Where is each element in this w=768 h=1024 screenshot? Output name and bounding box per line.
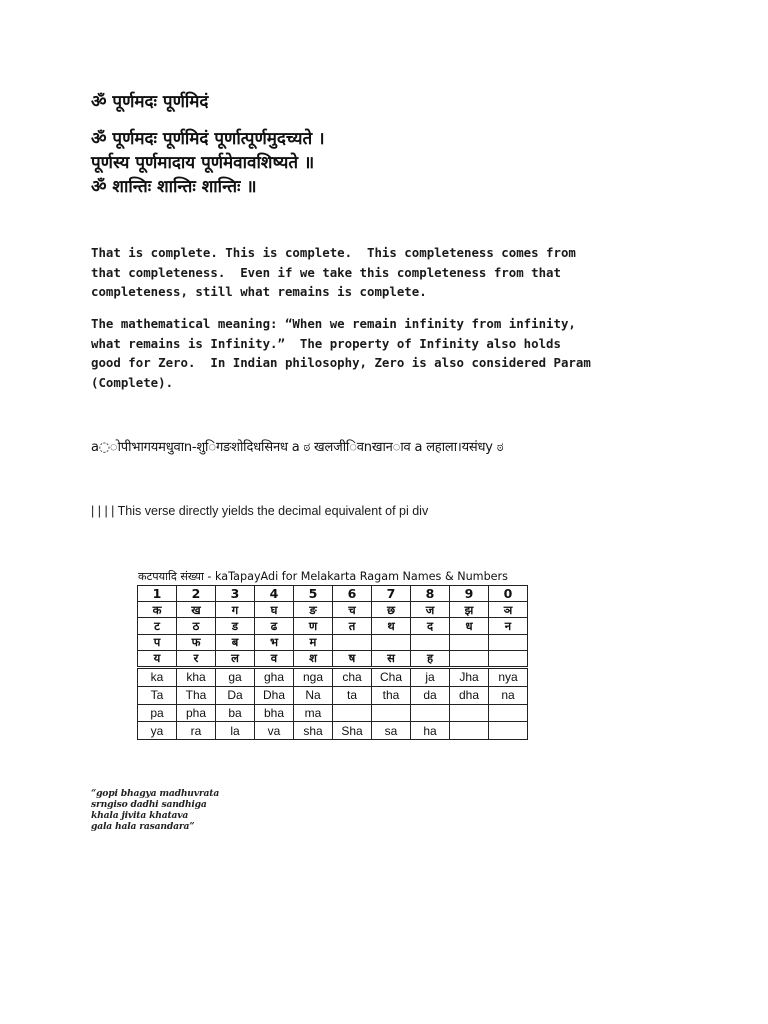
table-cell: ष [333, 650, 372, 667]
table-cell: 2 [177, 586, 216, 602]
table-cell [411, 634, 450, 650]
table-row [138, 686, 528, 704]
table-cell: pha [177, 704, 216, 722]
table-cell: ग [216, 602, 255, 618]
table-cell: क [138, 602, 177, 618]
table-cell [333, 634, 372, 650]
table-cell: ध [450, 618, 489, 634]
table-cell: स [372, 650, 411, 667]
mathematical-meaning-paragraph: The mathematical meaning: “When we remain infinity from infinity, what remains is Infinity.” The property of Infinity also holds good for Zero. In Indian philosophy, Zero is also considered Param (Complete). [91, 316, 591, 390]
table-cell [489, 722, 528, 740]
table-cell: ga [216, 667, 255, 686]
sanskrit-heading: ॐ पूर्णमदः पूर्णमिदं [91, 92, 209, 112]
table-cell: tha [372, 686, 411, 704]
katapayadi-table [137, 585, 528, 740]
table-cell [372, 704, 411, 722]
verse-line-1: “gopi bhagya madhuvrata [91, 788, 220, 799]
table-cell: ख [177, 602, 216, 618]
table-cell: Ta [138, 686, 177, 704]
table-cell [450, 634, 489, 650]
table-cell: 1 [138, 586, 177, 602]
table-row [138, 667, 528, 686]
sanskrit-verse-line-1: ॐ पूर्णमदः पूर्णमिदं पूर्णात्पूर्णमुदच्यते । [91, 129, 325, 149]
table-cell [411, 704, 450, 722]
table-cell [450, 722, 489, 740]
table-cell: la [216, 722, 255, 740]
table-cell: ढ [255, 618, 294, 634]
katapayadi-verse [91, 788, 219, 832]
table-cell: फ [177, 634, 216, 650]
verse-line-3: khala jivita khatava [91, 810, 189, 821]
table-cell: cha [333, 667, 372, 686]
table-cell: ञ [489, 602, 528, 618]
table-cell [489, 704, 528, 722]
table-cell [489, 634, 528, 650]
table-cell: ma [294, 704, 333, 722]
table-cell: kha [177, 667, 216, 686]
table-cell: va [255, 722, 294, 740]
table-cell: pa [138, 704, 177, 722]
table-cell: 6 [333, 586, 372, 602]
table-cell [450, 704, 489, 722]
table-cell: da [411, 686, 450, 704]
table-cell: Tha [177, 686, 216, 704]
table-cell: ya [138, 722, 177, 740]
table-title: कटपयादि संख्या - kaTapayAdi for Melakarta Ragam Names & Numbers [138, 570, 508, 583]
table-cell: gha [255, 667, 294, 686]
table-row [138, 618, 528, 634]
table-cell: ण [294, 618, 333, 634]
table-cell: ta [333, 686, 372, 704]
table-row [138, 586, 528, 602]
table-cell: 7 [372, 586, 411, 602]
table-cell: 8 [411, 586, 450, 602]
table-cell: 0 [489, 586, 528, 602]
table-cell: bha [255, 704, 294, 722]
table-cell: त [333, 618, 372, 634]
table-cell: भ [255, 634, 294, 650]
table-cell: Sha [333, 722, 372, 740]
table-cell: न [489, 618, 528, 634]
table-cell: na [489, 686, 528, 704]
pi-note: | | | | This verse directly yields the decimal equivalent of pi div [91, 504, 429, 518]
table-cell: dha [450, 686, 489, 704]
sanskrit-verse-line-3: ॐ शान्तिः शान्तिः शान्तिः ॥ [91, 177, 257, 197]
table-cell: घ [255, 602, 294, 618]
table-cell: ज [411, 602, 450, 618]
table-cell: Cha [372, 667, 411, 686]
table-cell: ba [216, 704, 255, 722]
table-row [138, 634, 528, 650]
table-cell: ठ [177, 618, 216, 634]
table-cell: 9 [450, 586, 489, 602]
table-row [138, 650, 528, 667]
table-cell: nya [489, 667, 528, 686]
table-row [138, 704, 528, 722]
table-row [138, 602, 528, 618]
table-cell [333, 704, 372, 722]
table-cell: ka [138, 667, 177, 686]
table-cell: ड [216, 618, 255, 634]
table-cell: 4 [255, 586, 294, 602]
table-cell: ब [216, 634, 255, 650]
table-cell: च [333, 602, 372, 618]
table-cell [450, 650, 489, 667]
table-cell: छ [372, 602, 411, 618]
verse-line-2: srngiso dadhi sandhiga [91, 799, 207, 810]
table-cell: sa [372, 722, 411, 740]
table-cell: ha [411, 722, 450, 740]
sanskrit-verse-line-2: पूर्णस्य पूर्णमादाय पूर्णमेवावशिष्यते ॥ [91, 153, 315, 173]
table-cell: झ [450, 602, 489, 618]
table-cell: ja [411, 667, 450, 686]
katapayadi-table-image [137, 569, 528, 740]
table-cell: ह [411, 650, 450, 667]
table-cell: ल [216, 650, 255, 667]
table-cell: प [138, 634, 177, 650]
table-cell: व [255, 650, 294, 667]
verse-line-4: gala hala rasandara” [91, 821, 195, 832]
table-cell [489, 650, 528, 667]
table-cell: Na [294, 686, 333, 704]
table-cell: sha [294, 722, 333, 740]
table-cell: Jha [450, 667, 489, 686]
table-cell: ङ [294, 602, 333, 618]
garbled-devanagari-line: a◌ोपीभागयमधुवाn-शु◌िगङशोदिधसिनध a ಠ खलजी◌िवnखान◌ाव a लहाला।यसंधy ಠ [91, 440, 504, 455]
table-cell: थ [372, 618, 411, 634]
table-cell: म [294, 634, 333, 650]
table-cell: य [138, 650, 177, 667]
table-cell: द [411, 618, 450, 634]
table-cell: श [294, 650, 333, 667]
table-cell [372, 634, 411, 650]
translation-paragraph: That is complete. This is complete. This completeness comes from that completeness. Even if we take this completeness from that completeness, still what remains is complete. [91, 245, 576, 299]
table-row [138, 722, 528, 740]
table-cell: 3 [216, 586, 255, 602]
table-cell: ट [138, 618, 177, 634]
table-cell: 5 [294, 586, 333, 602]
table-cell: Da [216, 686, 255, 704]
table-cell: nga [294, 667, 333, 686]
table-cell: र [177, 650, 216, 667]
table-cell: Dha [255, 686, 294, 704]
table-cell: ra [177, 722, 216, 740]
